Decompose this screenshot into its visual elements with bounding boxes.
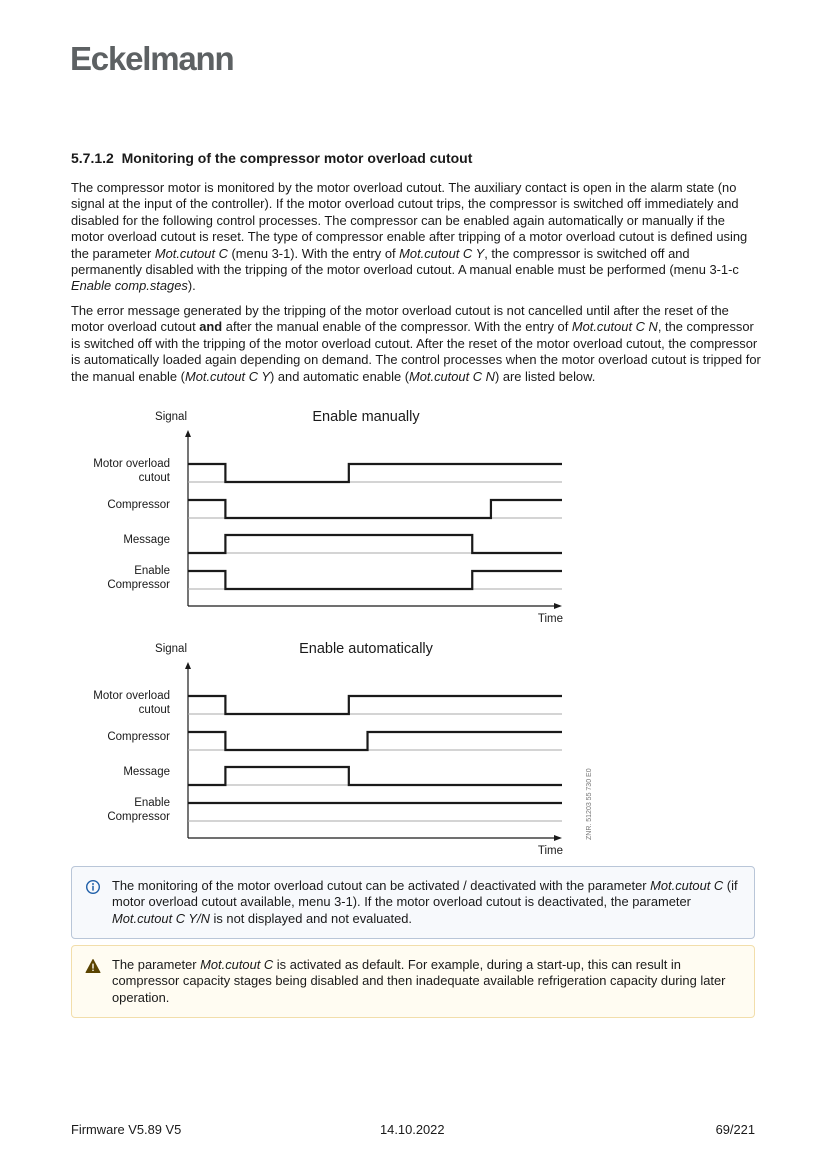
- footer-date: 14.10.2022: [380, 1122, 445, 1137]
- x-axis-label: Time: [537, 845, 563, 857]
- footer-firmware: Firmware V5.89 V5: [71, 1122, 182, 1137]
- paragraph-error-message: The error message generated by the tripping of the motor overload cutout is not cancelled until after the reset of the motor overload cutout and after the manual enable of the compressor. With the entry of Mot.cutout C N, the compressor is switched off with the tripping of the motor overload cutout. After the reset of the motor overload cutout, the compressor is automatically loaded again depending on demand. The control processes when the motor overload cutout is tripped for the manual enable (Mot.cutout C Y) and automatic enable (Mot.cutout C N) are listed below.: [71, 303, 761, 384]
- signal-waveform: [188, 535, 562, 553]
- signal-label: Motor overload: [93, 690, 170, 702]
- signal-label: cutout: [138, 704, 170, 716]
- signal-waveform: [188, 767, 562, 785]
- warning-note-text: The parameter Mot.cutout C is activated as default. For example, during a start-up, this can result in compressor capacity stages being disabled and then inadequate available refrigeration capacity during later operation.: [112, 957, 726, 1005]
- signal-label: Enable: [134, 797, 170, 809]
- parameter-name: Mot.cutout C N: [409, 368, 495, 384]
- parameter-name: Enable comp.stages: [71, 278, 188, 294]
- y-axis-arrow-icon: [185, 430, 191, 437]
- signal-label: cutout: [138, 472, 170, 484]
- diagram-title: Enable automatically: [299, 641, 433, 657]
- y-axis-label: Signal: [155, 411, 187, 423]
- x-axis-label: Time: [537, 613, 563, 625]
- parameter-name: Mot.cutout C: [200, 957, 274, 972]
- signal-waveform: [188, 464, 562, 482]
- warning-triangle-icon: [85, 958, 101, 974]
- parameter-name: Mot.cutout C N: [571, 319, 658, 335]
- parameter-name: Mot.cutout C Y: [184, 368, 270, 384]
- parameter-name: Mot.cutout C Y/N: [112, 910, 210, 926]
- signal-waveform: [188, 732, 562, 750]
- signal-label: Message: [123, 766, 170, 778]
- parameter-name: Mot.cutout C: [650, 878, 724, 893]
- timing-diagram-manual: [0, 400, 600, 630]
- signal-waveform: [188, 571, 562, 589]
- diagram-title: Enable manually: [312, 409, 420, 425]
- emphasis: and: [199, 319, 223, 335]
- signal-label: Compressor: [107, 731, 170, 743]
- warning-note: [71, 945, 755, 1018]
- drawing-number: ZNR. 51203 55 730 E0: [586, 768, 593, 840]
- signal-label: Compressor: [107, 499, 170, 511]
- info-note: [71, 866, 755, 939]
- signal-waveform: [188, 500, 562, 518]
- parameter-name: Mot.cutout C Y: [399, 245, 485, 261]
- eckelmann-logo: Eckelmann: [70, 40, 234, 77]
- footer-page-number: 69/221: [715, 1122, 755, 1137]
- y-axis-arrow-icon: [185, 662, 191, 669]
- signal-label: Message: [123, 534, 170, 546]
- x-axis-arrow-icon: [554, 603, 562, 609]
- timing-diagram-automatic: [0, 632, 600, 862]
- section-title: Monitoring of the compressor motor overload cutout: [121, 150, 473, 166]
- signal-label: Enable: [134, 565, 170, 577]
- signal-label: Compressor: [107, 811, 170, 823]
- section-number: 5.7.1.2: [71, 150, 114, 166]
- info-circle-icon: [85, 879, 101, 895]
- signal-waveform: [188, 696, 562, 714]
- signal-label: Motor overload: [93, 458, 170, 470]
- info-note-text: The monitoring of the motor overload cutout can be activated / deactivated with the parameter Mot.cutout C (if motor overload cutout available, menu 3-1). If the motor overload cutout is deactivated, the parameter Mot.cutout C Y/N is not displayed and not evaluated.: [112, 878, 738, 926]
- x-axis-arrow-icon: [554, 835, 562, 841]
- paragraph-intro: The compressor motor is monitored by the motor overload cutout. The auxiliary contact is open in the alarm state (no signal at the input of the controller). If the motor overload cutout trips, the compressor is switched off immediately and disabled for the following control processes. The compressor can be enabled again automatically or manually if the motor overload cutout is reset. The type of compressor enable after tripping of a motor overload cutout is defined using the parameter Mot.cutout C (menu 3-1). With the entry of Mot.cutout C Y, the compressor is switched off and permanently disabled with the tripping of the motor overload cutout. A manual enable must be performed (menu 3-1-c Enable comp.stages).: [71, 180, 748, 294]
- section-heading: [71, 150, 472, 166]
- signal-label: Compressor: [107, 579, 170, 591]
- y-axis-label: Signal: [155, 643, 187, 655]
- parameter-name: Mot.cutout C: [154, 245, 228, 261]
